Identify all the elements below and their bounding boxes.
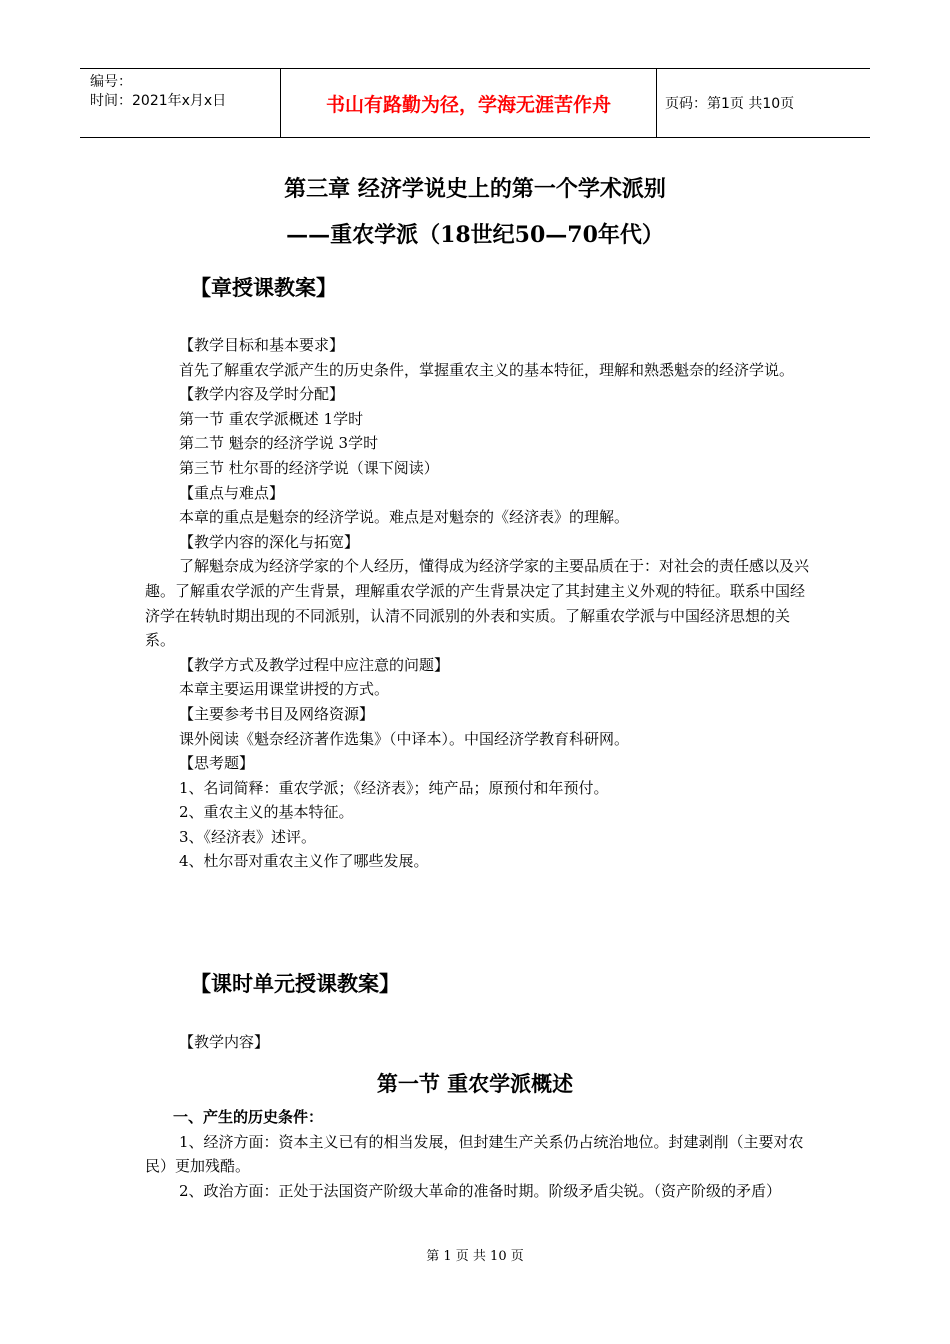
chapter-plan-heading: 【章授课教案】 bbox=[190, 275, 337, 300]
time-label: 时间：2021年x月x日 bbox=[90, 93, 227, 109]
plan-line: 本章主要运用课堂讲授的方式。 bbox=[179, 680, 390, 699]
unit-plan-heading: 【课时单元授课教案】 bbox=[190, 971, 400, 996]
section-body bbox=[145, 1105, 810, 1203]
section-item: 2、政治方面：正处于法国资产阶级大革命的准备时期。阶级矛盾尖锐。（资产阶级的矛盾） bbox=[179, 1181, 782, 1200]
chapter-subtitle: ——重农学派（18世纪50—70年代） bbox=[286, 222, 664, 248]
plan-line: 【重点与难点】 bbox=[179, 483, 285, 502]
plan-line: 【教学内容的深化与拓宽】 bbox=[179, 532, 360, 551]
section-subheading: 一、产生的历史条件： bbox=[173, 1108, 324, 1126]
header-meta bbox=[80, 69, 280, 137]
plan-line: 了解魁奈成为经济学家的个人经历，懂得成为经济学家的主要品质在于：对社会的责任感以及兴趣。了解重农学派的产生背景，理解重农学派的产生背景决定了其封建主义外观的特征。联系中国经济学在转轨时期出现的不同派别，认清不同派别的外表和实质。了解重农学派与中国经济思想的关系。 bbox=[145, 557, 810, 650]
plan-line: 首先了解重农学派产生的历史条件，掌握重农主义的基本特征，理解和熟悉魁奈的经济学说。 bbox=[179, 360, 795, 379]
page-footer: 第 1 页 共 10 页 bbox=[426, 1249, 524, 1264]
plan-line: 第三节 杜尔哥的经济学说（课下阅读） bbox=[179, 458, 439, 477]
section-item: 1、经济方面：资本主义已有的相当发展，但封建生产关系仍占统治地位。封建剥削（主要对农民）更加残酷。 bbox=[145, 1132, 804, 1176]
plan-line: 3、《经济表》述评。 bbox=[179, 827, 317, 846]
chapter-plan-body bbox=[145, 333, 810, 874]
teaching-content-label-wrap bbox=[145, 1030, 810, 1055]
plan-line: 【教学目标和基本要求】 bbox=[179, 336, 345, 354]
plan-line: 【教学内容及学时分配】 bbox=[179, 385, 345, 404]
plan-line: 本章的重点是魁奈的经济学说。难点是对魁奈的《经济表》的理解。 bbox=[179, 508, 630, 527]
section-title: 第一节 重农学派概述 bbox=[376, 1071, 574, 1096]
number-label: 编号： bbox=[90, 74, 132, 90]
plan-line: 课外阅读《魁奈经济著作选集》（中译本）。中国经济学教育科研网。 bbox=[179, 729, 630, 748]
plan-line: 1、名词简释：重农学派；《经济表》；纯产品；原预付和年预付。 bbox=[179, 778, 609, 797]
plan-line: 第二节 魁奈的经济学说 3学时 bbox=[179, 434, 379, 453]
plan-line: 2、重农主义的基本特征。 bbox=[179, 803, 354, 822]
plan-line: 【主要参考书目及网络资源】 bbox=[179, 704, 375, 723]
plan-line: 4、杜尔哥对重农主义作了哪些发展。 bbox=[179, 852, 429, 871]
header-table bbox=[80, 68, 870, 138]
plan-line: 【思考题】 bbox=[179, 754, 255, 773]
chapter-title: 第三章 经济学说史上的第一个学术派别 bbox=[284, 176, 666, 202]
teaching-content-label: 【教学内容】 bbox=[179, 1033, 270, 1051]
plan-line: 【教学方式及教学过程中应注意的问题】 bbox=[179, 655, 450, 674]
plan-line: 第一节 重农学派概述 1学时 bbox=[179, 409, 364, 428]
header-page-info: 页码：第1页 共10页 bbox=[665, 96, 795, 112]
header-motto: 书山有路勤为径，学海无涯苦作舟 bbox=[280, 69, 657, 137]
